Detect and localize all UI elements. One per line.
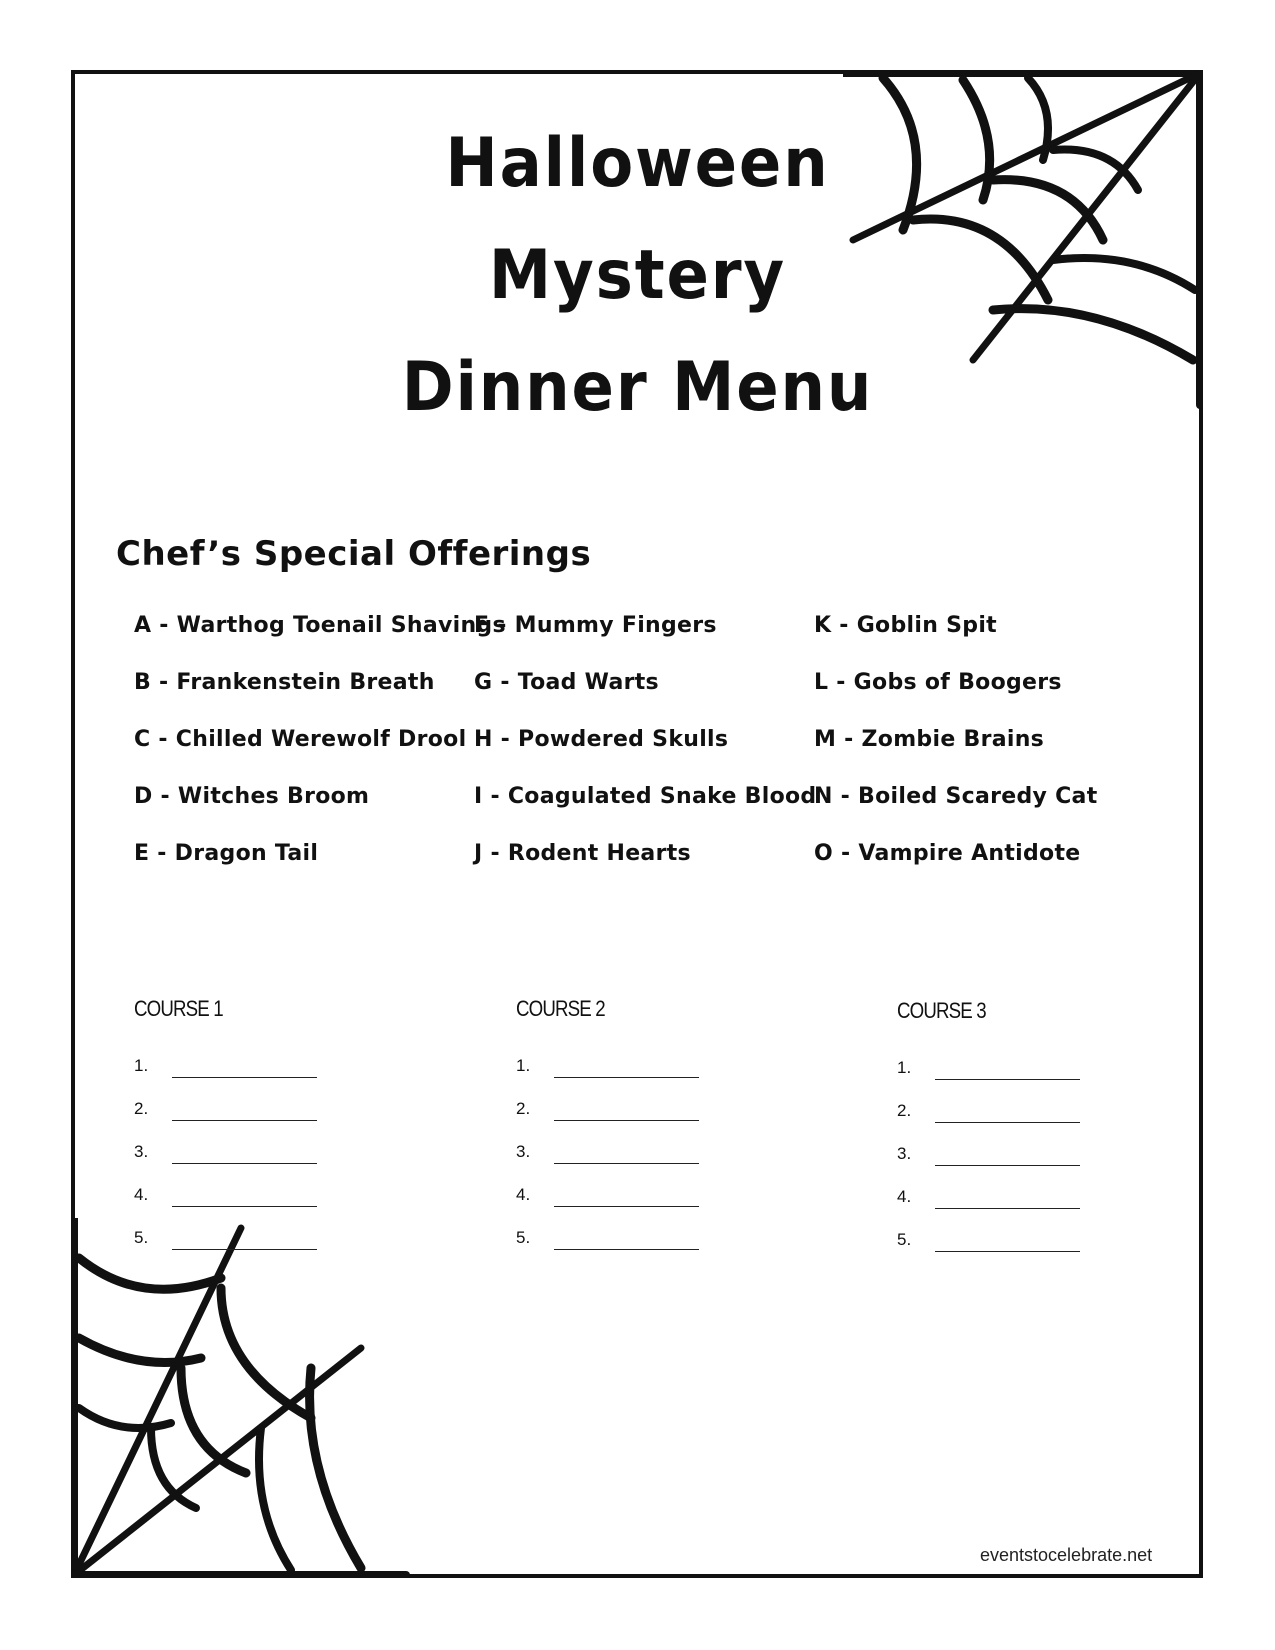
course-title: COURSE 2 xyxy=(516,996,605,1021)
course-answer-row xyxy=(516,1164,776,1207)
course-2-section xyxy=(516,995,776,1250)
answer-blank[interactable] xyxy=(172,1055,317,1078)
answer-blank[interactable] xyxy=(172,1098,317,1121)
answer-number: 5. xyxy=(134,1228,149,1247)
course-title: COURSE 3 xyxy=(897,998,986,1023)
offering-item: B - Frankenstein Breath xyxy=(134,670,435,695)
offering-item: G - Toad Warts xyxy=(474,670,659,695)
offering-item: I - Coagulated Snake Blood xyxy=(474,784,817,809)
answer-blank[interactable] xyxy=(554,1055,699,1078)
answer-blank[interactable] xyxy=(172,1184,317,1207)
course-answer-row xyxy=(134,1207,394,1250)
course-answer-row xyxy=(897,1209,1157,1252)
answer-number: 1. xyxy=(897,1058,912,1077)
course-answer-row xyxy=(897,1080,1157,1123)
course-answer-row xyxy=(897,1037,1157,1080)
answer-number: 2. xyxy=(516,1099,531,1118)
answer-blank[interactable] xyxy=(935,1143,1080,1166)
answer-number: 1. xyxy=(134,1056,149,1075)
answer-blank[interactable] xyxy=(554,1184,699,1207)
offering-item: D - Witches Broom xyxy=(134,784,370,809)
course-answer-row xyxy=(897,1166,1157,1209)
offerings-column-1 xyxy=(134,607,506,892)
offering-item: M - Zombie Brains xyxy=(814,727,1045,752)
answer-number: 1. xyxy=(516,1056,531,1075)
course-answer-row xyxy=(134,1035,394,1078)
answer-blank[interactable] xyxy=(554,1098,699,1121)
offering-item: L - Gobs of Boogers xyxy=(814,670,1062,695)
title-line-3: Dinner Menu xyxy=(401,348,874,427)
offering-item: N - Boiled Scaredy Cat xyxy=(814,784,1098,809)
answer-number: 2. xyxy=(134,1099,149,1118)
answer-blank[interactable] xyxy=(935,1229,1080,1252)
answer-number: 4. xyxy=(516,1185,531,1204)
answer-number: 5. xyxy=(897,1230,912,1249)
offerings-column-3 xyxy=(814,607,1098,892)
answer-blank[interactable] xyxy=(935,1057,1080,1080)
answer-number: 5. xyxy=(516,1228,531,1247)
offering-item: O - Vampire Antidote xyxy=(814,841,1081,866)
answer-number: 3. xyxy=(516,1142,531,1161)
course-3-section xyxy=(897,997,1157,1252)
answer-blank[interactable] xyxy=(554,1141,699,1164)
offerings-column-2 xyxy=(474,607,816,892)
answer-blank[interactable] xyxy=(935,1186,1080,1209)
course-answer-row xyxy=(134,1164,394,1207)
menu-title xyxy=(300,108,975,444)
course-answer-row xyxy=(516,1078,776,1121)
offerings-heading: Chef’s Special Offerings xyxy=(116,534,592,574)
offering-item: F - Mummy Fingers xyxy=(474,613,717,638)
offering-item: J - Rodent Hearts xyxy=(474,841,691,866)
answer-blank[interactable] xyxy=(554,1227,699,1250)
course-answer-row xyxy=(516,1035,776,1078)
footer-site: eventstocelebrate.net xyxy=(980,1545,1153,1565)
title-line-2: Mystery xyxy=(488,236,787,315)
spiderweb-bottom-left-icon xyxy=(71,1218,431,1578)
answer-blank[interactable] xyxy=(172,1141,317,1164)
answer-blank[interactable] xyxy=(172,1227,317,1250)
course-answer-row xyxy=(134,1078,394,1121)
answer-number: 3. xyxy=(134,1142,149,1161)
answer-number: 4. xyxy=(897,1187,912,1206)
course-answer-row xyxy=(134,1121,394,1164)
offering-item: K - Goblin Spit xyxy=(814,613,997,638)
offering-item: C - Chilled Werewolf Drool xyxy=(134,727,467,752)
course-answer-row xyxy=(897,1123,1157,1166)
course-answer-row xyxy=(516,1207,776,1250)
answer-number: 4. xyxy=(134,1185,149,1204)
course-title: COURSE 1 xyxy=(134,996,223,1021)
answer-number: 3. xyxy=(897,1144,912,1163)
offering-item: A - Warthog Toenail Shavings xyxy=(134,613,506,638)
answer-number: 2. xyxy=(897,1101,912,1120)
offering-item: E - Dragon Tail xyxy=(134,841,319,866)
offering-item: H - Powdered Skulls xyxy=(474,727,729,752)
answer-blank[interactable] xyxy=(935,1100,1080,1123)
title-line-1: Halloween xyxy=(445,124,830,203)
course-1-section xyxy=(134,995,394,1250)
course-answer-row xyxy=(516,1121,776,1164)
